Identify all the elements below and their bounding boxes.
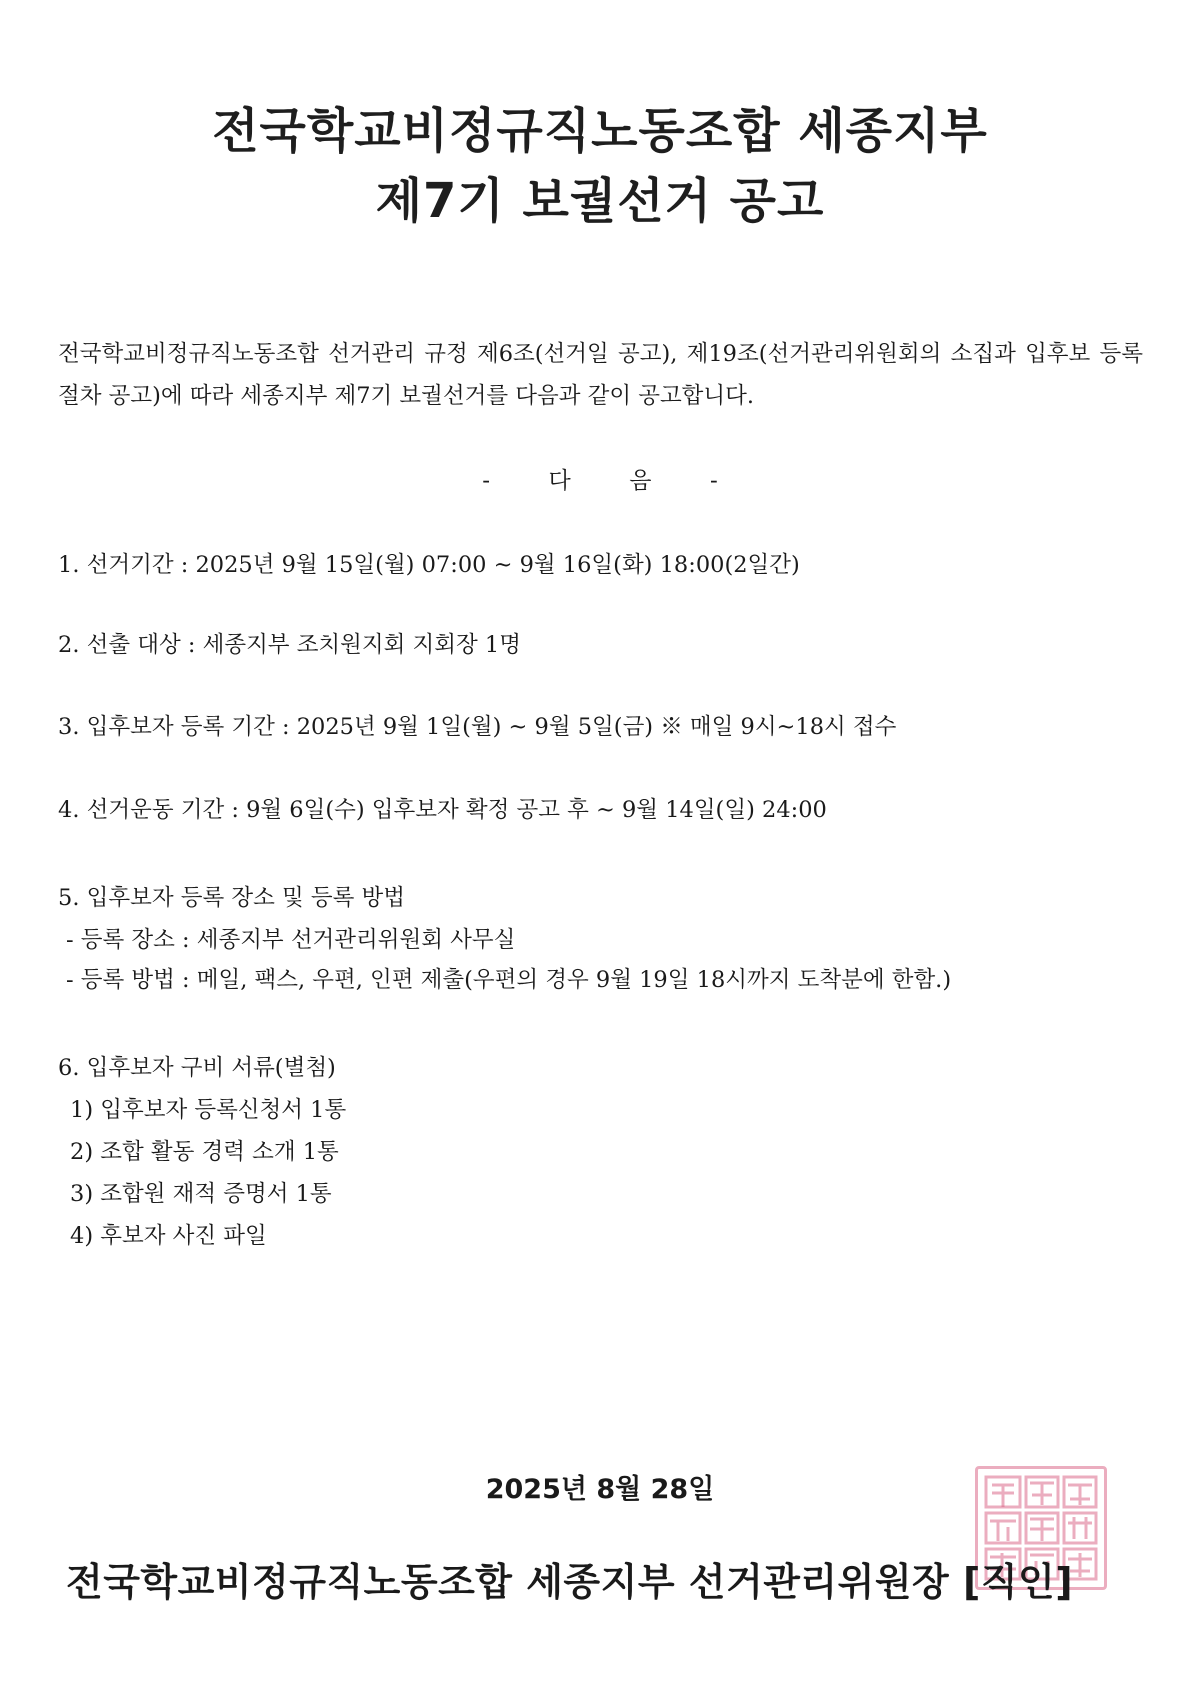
item-election-period: 1. 선거기간 : 2025년 9월 15일(월) 07:00 ~ 9월 16일(화) 18:00(2일간) — [58, 552, 800, 578]
item-required-documents: 6. 입후보자 구비 서류(별첨) — [58, 1055, 336, 1081]
document-title-line2: 제7기 보궐선거 공고 — [375, 173, 825, 229]
item-registration-place-method: 5. 입후보자 등록 장소 및 등록 방법 — [58, 885, 405, 911]
sub-document-4: 4) 후보자 사진 파일 — [70, 1223, 267, 1249]
sub-document-1: 1) 입후보자 등록신청서 1통 — [70, 1097, 347, 1123]
signer-line: 전국학교비정규직노동조합 세종지부 선거관리위원장 [직인] — [66, 1560, 1074, 1604]
item-election-target: 2. 선출 대상 : 세종지부 조치원지회 지회장 1명 — [58, 632, 521, 658]
sub-document-3: 3) 조합원 재적 증명서 1통 — [70, 1181, 332, 1207]
sub-registration-place: - 등록 장소 : 세종지부 선거관리위원회 사무실 — [66, 927, 516, 953]
item-campaign-period: 4. 선거운동 기간 : 9월 6일(수) 입후보자 확정 공고 후 ~ 9월 14일(일) 24:00 — [58, 797, 827, 823]
sub-document-2: 2) 조합 활동 경력 소개 1통 — [70, 1139, 339, 1165]
next-heading: - 다 음 - — [482, 468, 718, 494]
document-title-line1: 전국학교비정규직노동조합 세종지부 — [212, 103, 988, 159]
sub-registration-method: - 등록 방법 : 메일, 팩스, 우편, 인편 제출(우편의 경우 9월 19일 18시까지 도착분에 한함.) — [66, 967, 952, 993]
announcement-date: 2025년 8월 28일 — [485, 1474, 715, 1505]
item-registration-period: 3. 입후보자 등록 기간 : 2025년 9월 1일(월) ~ 9월 5일(금) ※ 매일 9시~18시 접수 — [58, 714, 897, 740]
intro-paragraph: 전국학교비정규직노동조합 선거관리 규정 제6조(선거일 공고), 제19조(선거관리위원회의 소집과 입후보 등록절차 공고)에 따라 세종지부 제7기 보궐선거를 다음과 같이 공고합니다. — [58, 341, 1143, 409]
